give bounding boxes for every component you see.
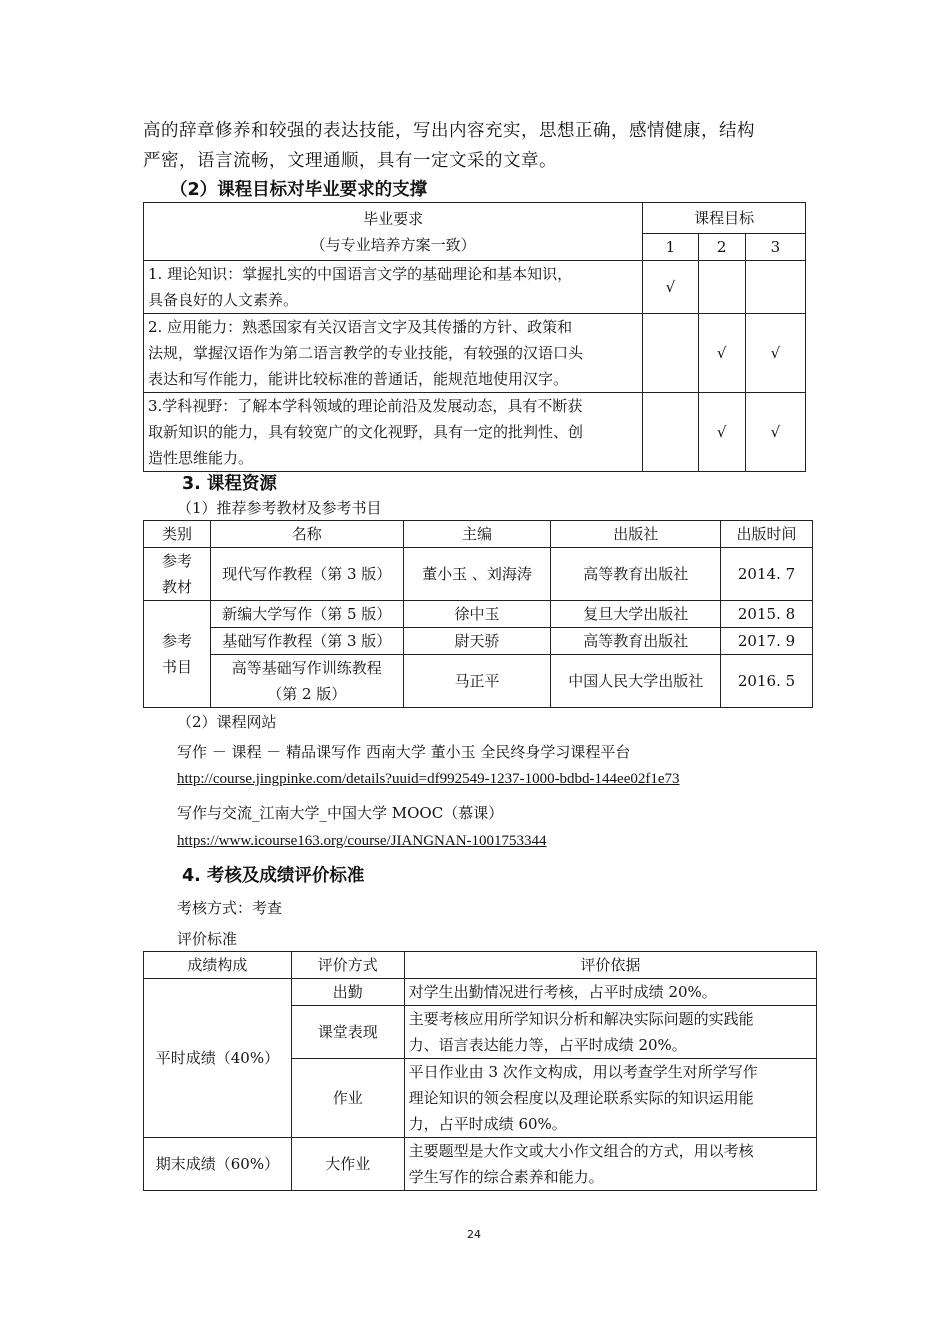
header-line: （与专业培养方案一致） [310, 235, 476, 254]
eval-label: 评价标准 [177, 930, 238, 948]
eval-basis [404, 979, 816, 1006]
category-cell [144, 548, 211, 601]
table-row [144, 548, 813, 601]
requirement-text [144, 261, 643, 314]
eval-basis [404, 1006, 816, 1059]
text-line: 书目 [161, 658, 192, 676]
requirements-header [144, 203, 643, 261]
check-mark: √ [745, 314, 805, 393]
col-header: 出版社 [551, 521, 721, 548]
table-row [144, 979, 817, 1006]
website1-title: 写作 － 课程 － 精品课写作 西南大学 董小玉 全民终身学习课程平台 [177, 743, 631, 761]
book-date: 2017. 9 [721, 628, 813, 655]
requirement-text [144, 314, 643, 393]
book-editor: 马正平 [403, 655, 551, 708]
text-line: 表达和写作能力，能讲比较标准的普通话，能规范地使用汉字。 [148, 370, 569, 388]
website1-link[interactable]: http://course.jingpinke.com/details?uuid=df992549-1237-1000-bdbd-144ee02f1e73 [177, 771, 680, 787]
eval-basis [404, 1059, 816, 1138]
section2-title: （2）课程目标对毕业要求的支撑 [170, 180, 428, 200]
goal-col: 1 [643, 234, 698, 261]
book-date: 2016. 5 [721, 655, 813, 708]
book-date: 2015. 8 [721, 601, 813, 628]
text-line: 参考 [161, 552, 192, 570]
eval-method: 作业 [291, 1059, 404, 1138]
eval-basis [404, 1138, 816, 1191]
website2-title: 写作与交流_江南大学_中国大学 MOOC（慕课） [177, 804, 504, 822]
check-mark: √ [698, 393, 745, 472]
table-row [144, 655, 813, 708]
book-title: 现代写作教程（第 3 版） [210, 548, 403, 601]
category-cell [144, 601, 211, 708]
text-line: 法规，掌握汉语作为第二语言教学的专业技能，有较强的汉语口头 [148, 344, 584, 362]
text-line: 1. 理论知识：掌握扎实的中国语言文学的基础理论和基本知识， [148, 265, 573, 283]
intro-line: 高的辞章修养和较强的表达技能，写出内容充实，思想正确，感情健康，结构 [143, 121, 755, 141]
requirement-text [144, 393, 643, 472]
section4-title: 4. 考核及成绩评价标准 [182, 866, 365, 886]
text-line: 教材 [161, 578, 192, 596]
book-title [210, 655, 403, 708]
text-line: 对学生出勤情况进行考核，占平时成绩 20%。 [408, 983, 717, 1001]
text-line: 具备良好的人文素养。 [148, 291, 299, 309]
col-header: 出版时间 [721, 521, 813, 548]
intro-paragraph [143, 116, 813, 176]
col-header: 主编 [403, 521, 551, 548]
text-line: 力，占平时成绩 60%。 [408, 1115, 567, 1133]
text-line: 参考 [161, 632, 192, 650]
text-line: 平日作业由 3 次作文构成，用以考查学生对所学写作 [408, 1063, 758, 1081]
text-line: 主要题型是大作文或大小作文组合的方式，用以考核 [408, 1142, 754, 1160]
grade-component: 平时成绩（40%） [144, 979, 292, 1138]
text-line: 造性思维能力。 [148, 449, 254, 467]
book-publisher: 高等教育出版社 [551, 628, 721, 655]
header-line: 毕业要求 [363, 209, 424, 228]
goal-col: 2 [698, 234, 745, 261]
table-row [144, 1138, 817, 1191]
book-date: 2014. 7 [721, 548, 813, 601]
grade-component: 期末成绩（60%） [144, 1138, 292, 1191]
book-editor: 徐中玉 [403, 601, 551, 628]
check-mark [745, 261, 805, 314]
book-publisher: 中国人民大学出版社 [551, 655, 721, 708]
table-row [144, 628, 813, 655]
website2-link[interactable]: https://www.icourse163.org/course/JIANGNAN-1001753344 [177, 833, 547, 849]
text-line: 理论知识的领会程度以及理论联系实际的知识运用能 [408, 1089, 754, 1107]
book-publisher: 高等教育出版社 [551, 548, 721, 601]
page-number: 24 [467, 1228, 481, 1241]
table-row [144, 314, 806, 393]
eval-method: 出勤 [291, 979, 404, 1006]
check-mark [643, 393, 698, 472]
table-row [144, 601, 813, 628]
intro-line: 严密，语言流畅，文理通顺，具有一定文采的文章。 [143, 151, 557, 171]
text-line: 取新知识的能力，具有较宽广的文化视野，具有一定的批判性、创 [148, 423, 584, 441]
text-line: 力、语言表达能力等，占平时成绩 20%。 [408, 1036, 687, 1054]
text-line: 3.学科视野：了解本学科领域的理论前沿及发展动态，具有不断获 [148, 397, 583, 415]
text-line: 高等基础写作训练教程 [231, 659, 382, 677]
table-row [144, 393, 806, 472]
col-header: 成绩构成 [144, 952, 292, 979]
books-table [143, 520, 813, 708]
goal-col: 3 [745, 234, 805, 261]
section3-subtitle-websites: （2）课程网站 [177, 713, 277, 731]
check-mark: √ [745, 393, 805, 472]
table-row [144, 261, 806, 314]
eval-method: 课堂表现 [291, 1006, 404, 1059]
exam-method: 考核方式：考查 [177, 899, 283, 917]
text-line: 学生写作的综合素养和能力。 [408, 1168, 604, 1186]
goals-header: 课程目标 [643, 203, 806, 234]
book-title: 基础写作教程（第 3 版） [210, 628, 403, 655]
book-editor: 尉天骄 [403, 628, 551, 655]
eval-method: 大作业 [291, 1138, 404, 1191]
text-line: 2. 应用能力：熟悉国家有关汉语言文字及其传播的方针、政策和 [148, 318, 573, 336]
section3-subtitle-books: （1）推荐参考教材及参考书目 [177, 499, 382, 517]
col-header: 评价方式 [291, 952, 404, 979]
book-title: 新编大学写作（第 5 版） [210, 601, 403, 628]
col-header: 类别 [144, 521, 211, 548]
col-header: 评价依据 [404, 952, 816, 979]
book-publisher: 复旦大学出版社 [551, 601, 721, 628]
col-header: 名称 [210, 521, 403, 548]
check-mark: √ [698, 314, 745, 393]
section3-title: 3. 课程资源 [182, 474, 277, 494]
book-editor: 董小玉 、刘海涛 [403, 548, 551, 601]
text-line: （第 2 版） [267, 685, 347, 703]
text-line: 主要考核应用所学知识分析和解决实际问题的实践能 [408, 1010, 754, 1028]
goals-table [143, 202, 806, 472]
check-mark: √ [643, 261, 698, 314]
check-mark [698, 261, 745, 314]
grading-table [143, 951, 817, 1191]
check-mark [643, 314, 698, 393]
